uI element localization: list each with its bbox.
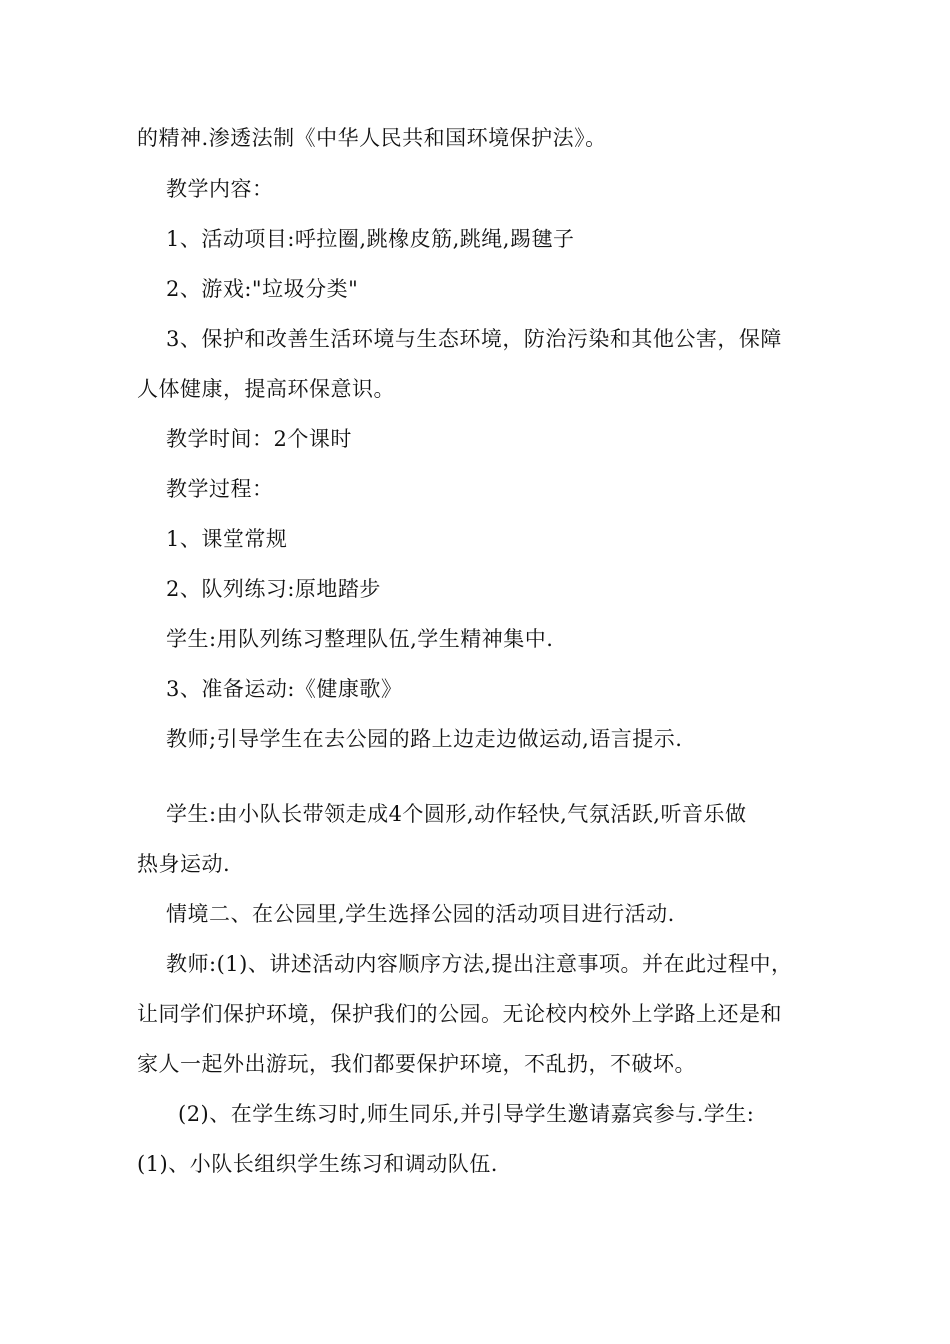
text-line-10: 2、队列练习:原地踏步 [166,577,381,601]
text-line-15: 热身运动. [137,852,231,876]
text-line-20: (2)、在学生练习时,师生同乐,并引导学生邀请嘉宾参与.学生: [178,1102,755,1126]
text-line-14: 学生:由小队长带领走成4个圆形,动作轻快,气氛活跃,听音乐做 [166,802,747,826]
text-line-21: (1)、小队长组织学生练习和调动队伍. [137,1152,498,1176]
section-heading-teaching-process: 教学过程： [166,477,274,501]
text-line-9: 1、课堂常规 [166,527,288,551]
text-line-3: 1、活动项目:呼拉圈,跳橡皮筋,跳绳,踢毽子 [166,227,575,251]
text-line-19: 家人一起外出游玩，我们都要保护环境，不乱扔，不破坏。 [137,1052,696,1076]
text-line-18: 让同学们保护环境，保护我们的公园。无论校内校外上学路上还是和 [137,1002,782,1026]
section-heading-teaching-time: 教学时间：2个课时 [166,427,352,451]
text-line-4: 2、游戏:"垃圾分类" [166,277,359,301]
text-line-11: 学生:用队列练习整理队伍,学生精神集中. [166,627,554,651]
text-line-17: 教师:(1)、讲述活动内容顺序方法,提出注意事项。并在此过程中， [166,952,793,976]
text-line-16: 情境二、在公园里,学生选择公园的活动项目进行活动. [166,902,675,926]
section-heading-teaching-content: 教学内容： [166,177,274,201]
text-line-6: 人体健康，提高环保意识。 [137,377,395,401]
text-line-12: 3、准备运动:《健康歌》 [166,677,403,701]
text-line-13: 教师;引导学生在去公园的路上边走边做运动,语言提示. [166,727,683,751]
text-line-5: 3、保护和改善生活环境与生态环境，防治污染和其他公害，保障 [166,327,782,351]
text-line-1: 的精神.渗透法制《中华人民共和国环境保护法》。 [137,126,607,150]
